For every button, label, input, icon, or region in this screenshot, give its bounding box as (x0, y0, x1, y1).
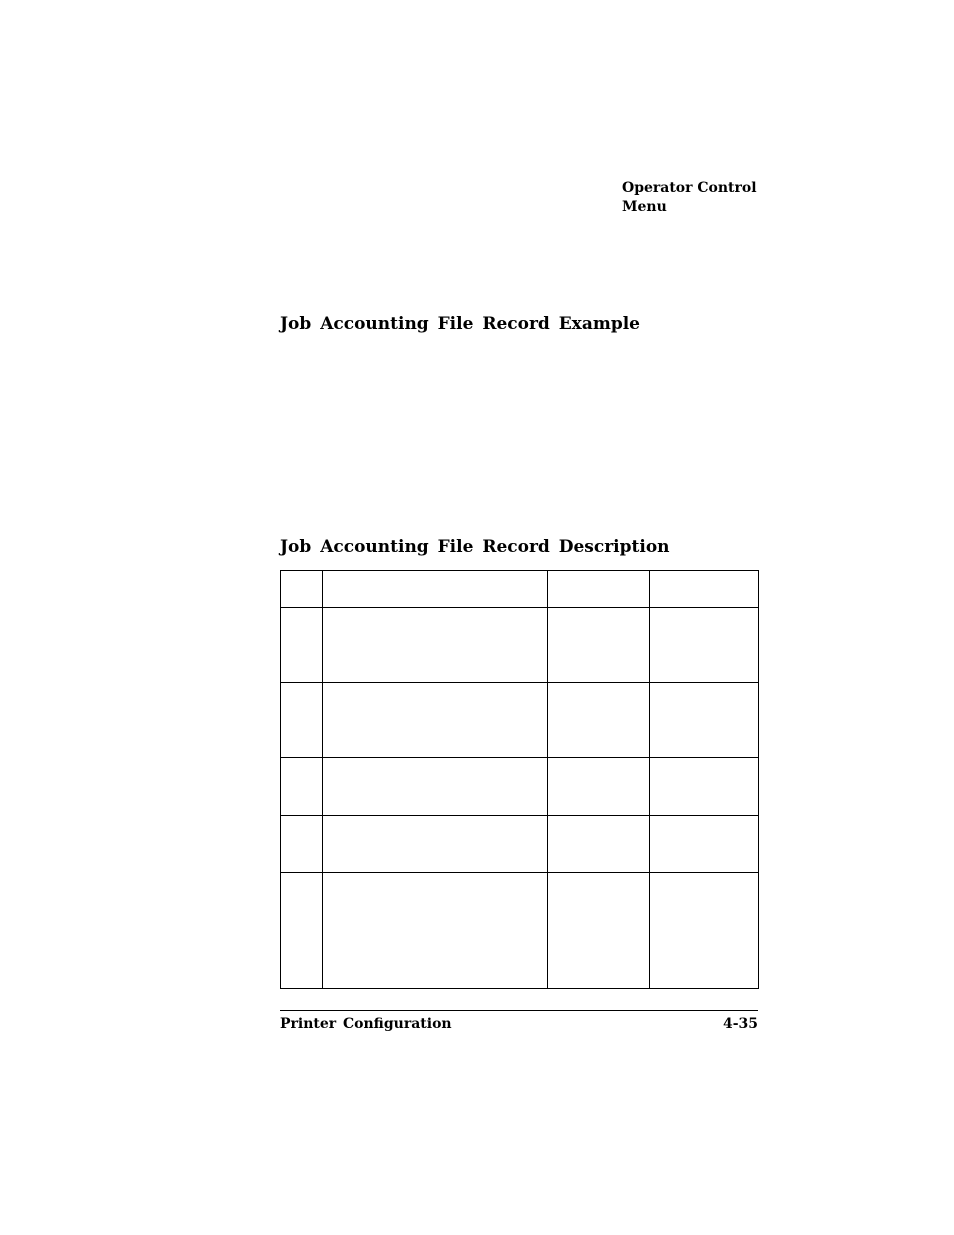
table-cell (650, 873, 759, 989)
table-cell (281, 758, 323, 816)
description-heading: Job Accounting File Record Description (280, 537, 670, 557)
table-header-row (281, 571, 759, 608)
table-cell (650, 758, 759, 816)
table-cell (548, 816, 650, 873)
table-cell (323, 571, 548, 608)
running-head (622, 179, 772, 217)
table-cell (323, 758, 548, 816)
table-row (281, 683, 759, 758)
table-cell (323, 683, 548, 758)
table-cell (281, 683, 323, 758)
table-cell (323, 608, 548, 683)
footer-page-number: 4-35 (722, 1016, 758, 1032)
table-cell (650, 608, 759, 683)
table-cell (650, 683, 759, 758)
table-cell (281, 608, 323, 683)
table-cell (548, 873, 650, 989)
table-cell (548, 571, 650, 608)
running-head-line1: Operator Control (622, 180, 757, 196)
table-row (281, 816, 759, 873)
table-cell (548, 683, 650, 758)
table-row (281, 873, 759, 989)
table-cell (650, 816, 759, 873)
table-cell (650, 571, 759, 608)
table-row (281, 608, 759, 683)
table-cell (548, 758, 650, 816)
example-heading: Job Accounting File Record Example (280, 314, 640, 334)
table-cell (323, 873, 548, 989)
running-head-line2: Menu (622, 199, 667, 215)
footer-divider (280, 1010, 758, 1011)
table-cell (281, 816, 323, 873)
record-description-table (280, 570, 759, 989)
table-cell (281, 873, 323, 989)
footer-section-title: Printer Configuration (280, 1016, 452, 1032)
table-cell (281, 571, 323, 608)
table-cell (548, 608, 650, 683)
table-row (281, 758, 759, 816)
table-cell (323, 816, 548, 873)
